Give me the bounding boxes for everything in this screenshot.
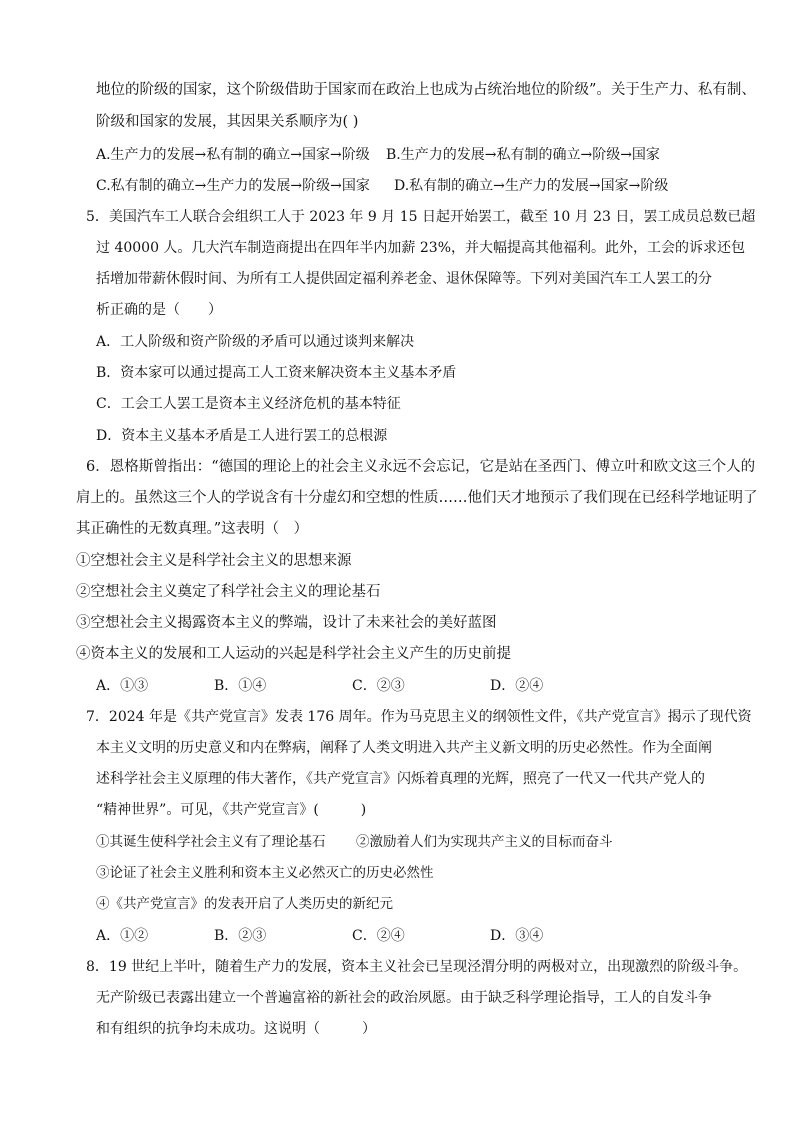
q7-option-c[interactable]: C．②④ xyxy=(352,928,405,944)
q4-text-line-1: 地位的阶级的国家，这个阶级借助于国家而在政治上也成为占统治地位的阶级”。关于生产力、私有制、 xyxy=(96,82,756,98)
q8-text-line-2: 无产阶级已表露出建立一个普遍富裕的新社会的政治夙愿。由于缺乏科学理论指导，工人的自发斗争 xyxy=(96,990,712,1006)
q6-statement-2: ②空想社会主义奠定了科学社会主义的理论基石 xyxy=(76,584,381,600)
q7-option-b[interactable]: B．②③ xyxy=(214,928,267,944)
q6-text-line-1: 6．恩格斯曾指出：“德国的理论上的社会主义永远不会忘记，它是站在圣西门、傅立叶和欧文这三个人的 xyxy=(86,459,756,475)
q6-option-b[interactable]: B．①④ xyxy=(214,678,267,694)
q5-text-line-2: 过 40000 人。几大汽车制造商提出在四年半内加薪 23%，并大幅提高其他福利。此外，工会的诉求还包 xyxy=(96,240,746,256)
q7-text-line-3: 述科学社会主义原理的伟大著作，《共产党宣言》闪烁着真理的光辉，照亮了一代又一代共产党人的 xyxy=(96,771,705,787)
q7-statement-1: ①其诞生使科学社会主义有了理论基石 xyxy=(96,834,326,850)
q4-option-b[interactable]: B.生产力的发展→私有制的确立→阶级→国家 xyxy=(386,147,660,163)
q5-option-c[interactable]: C．工会工人罢工是资本主义经济危机的基本特征 xyxy=(96,396,401,412)
q6-option-a[interactable]: A．①③ xyxy=(96,678,149,694)
q4-option-a[interactable]: A.生产力的发展→私有制的确立→国家→阶级 xyxy=(96,147,370,163)
q5-text-line-3: 括增加带薪休假时间、为所有工人提供固定福利养老金、退休保障等。下列对美国汽车工人罢工的分 xyxy=(96,271,712,287)
q5-option-a[interactable]: A．工人阶级和资产阶级的矛盾可以通过谈判来解决 xyxy=(96,334,415,350)
q5-text-line-1: 5．美国汽车工人联合会组织工人于 2023 年 9 月 15 日起开始罢工，截至 10 月 23 日，罢工成员总数已超 xyxy=(86,209,756,225)
q7-statement-3: ③论证了社会主义胜利和资本主义必然灭亡的历史必然性 xyxy=(96,865,434,881)
q7-statement-4: ④《共产党宣言》的发表开启了人类历史的新纪元 xyxy=(96,896,393,912)
q7-statement-2: ②激励着人们为实现共产主义的目标而奋斗 xyxy=(356,834,613,850)
q7-text-line-4: “精神世界”。可见，《共产党宣言》( ) xyxy=(96,802,367,818)
q6-text-line-2: 肩上的。虽然这三个人的学说含有十分虚幻和空想的性质……他们天才地预示了我们现在已经科学地证明了 xyxy=(76,490,758,506)
q5-text-line-4: 析正确的是（ ） xyxy=(96,302,222,318)
q6-option-c[interactable]: C．②③ xyxy=(352,678,405,694)
q6-text-line-3: 其正确性的无数真理。”这表明（ ） xyxy=(76,521,309,537)
q8-text-line-1: 8．19 世纪上半叶，随着生产力的发展，资本主义社会已呈现泾渭分明的两极对立，出现激烈的阶级斗争。 xyxy=(86,959,748,975)
q6-statement-4: ④资本主义的发展和工人运动的兴起是科学社会主义产生的历史前提 xyxy=(76,646,511,662)
q4-option-d[interactable]: D.私有制的确立→生产力的发展→国家→阶级 xyxy=(394,178,669,194)
q6-option-d[interactable]: D．②④ xyxy=(490,678,544,694)
q7-text-line-2: 本主义文明的历史意义和内在弊病，阐释了人类文明进入共产主义新文明的历史必然性。作为全面阐 xyxy=(96,740,712,756)
q5-option-d[interactable]: D．资本主义基本矛盾是工人进行罢工的总根源 xyxy=(96,428,388,444)
q4-text-line-2: 阶级和国家的发展，其因果关系顺序为( ) xyxy=(96,114,359,130)
q6-statement-1: ①空想社会主义是科学社会主义的思想来源 xyxy=(76,553,352,569)
q5-option-b[interactable]: B．资本家可以通过提高工人工资来解决资本主义基本矛盾 xyxy=(96,365,457,381)
q8-text-line-3: 和有组织的抗争均未成功。这说明（ ） xyxy=(96,1021,376,1037)
q7-option-d[interactable]: D．③④ xyxy=(490,928,544,944)
q6-statement-3: ③空想社会主义揭露资本主义的弊端，设计了未来社会的美好蓝图 xyxy=(76,615,497,631)
q7-option-a[interactable]: A．①② xyxy=(96,928,149,944)
q4-option-c[interactable]: C.私有制的确立→生产力的发展→阶级→国家 xyxy=(96,178,370,194)
q7-text-line-1: 7．2024 年是《共产党宣言》发表 176 周年。作为马克思主义的纲领性文件，《共产党宣言》揭示了现代资 xyxy=(86,709,752,725)
